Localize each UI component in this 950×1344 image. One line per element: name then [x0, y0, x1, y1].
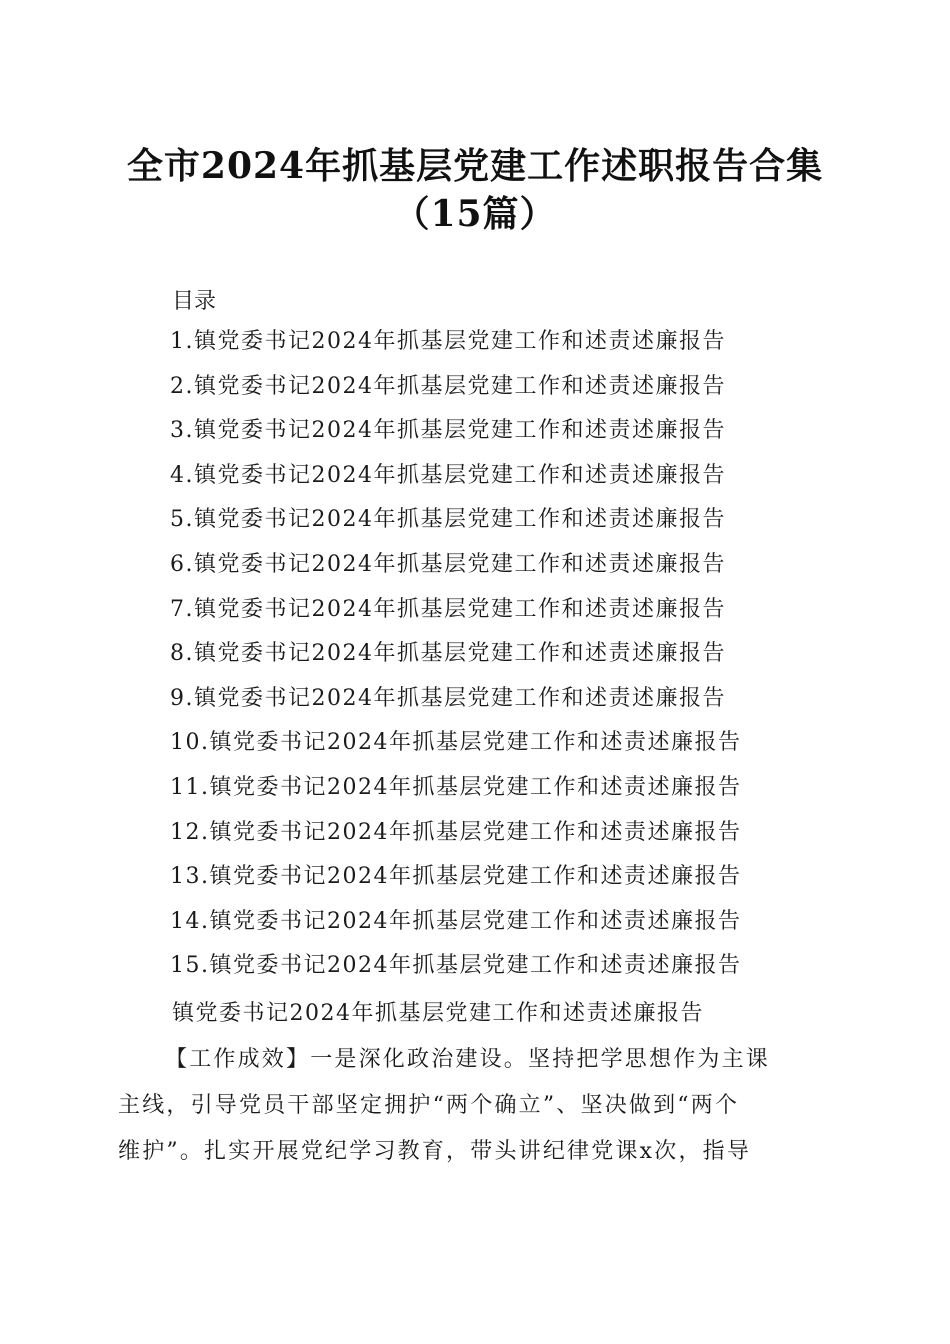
- toc-item-3[interactable]: 3.镇党委书记2024年抓基层党建工作和述责述廉报告: [170, 418, 726, 444]
- toc-item-2[interactable]: 2.镇党委书记2024年抓基层党建工作和述责述廉报告: [170, 373, 726, 399]
- document-title-line-1: 全市2024年抓基层党建工作述职报告合集: [126, 145, 824, 187]
- toc-item-14[interactable]: 14.镇党委书记2024年抓基层党建工作和述责述廉报告: [170, 908, 742, 934]
- toc-item-12[interactable]: 12.镇党委书记2024年抓基层党建工作和述责述廉报告: [170, 819, 742, 845]
- toc-item-15[interactable]: 15.镇党委书记2024年抓基层党建工作和述责述廉报告: [170, 953, 742, 979]
- document-title-line-2: （15篇）: [393, 193, 557, 235]
- body-text-line: 维护”。扎实开展党纪学习教育，带头讲纪律党课x次，指导: [118, 1139, 752, 1164]
- body-text-line: 【工作成效】一是深化政治建设。坚持把学思想作为主课: [165, 1047, 771, 1072]
- toc-item-4[interactable]: 4.镇党委书记2024年抓基层党建工作和述责述廉报告: [170, 462, 726, 488]
- toc-item-6[interactable]: 6.镇党委书记2024年抓基层党建工作和述责述廉报告: [170, 551, 726, 577]
- toc-item-10[interactable]: 10.镇党委书记2024年抓基层党建工作和述责述廉报告: [170, 730, 742, 756]
- toc-item-5[interactable]: 5.镇党委书记2024年抓基层党建工作和述责述廉报告: [170, 507, 726, 533]
- section-title: 镇党委书记2024年抓基层党建工作和述责述廉报告: [172, 1001, 704, 1026]
- toc-item-7[interactable]: 7.镇党委书记2024年抓基层党建工作和述责述廉报告: [170, 596, 726, 622]
- toc-item-9[interactable]: 9.镇党委书记2024年抓基层党建工作和述责述廉报告: [170, 685, 726, 711]
- body-text-line: 主线，引导党员干部坚定拥护“两个确立”、坚决做到“两个: [118, 1093, 740, 1118]
- toc-item-11[interactable]: 11.镇党委书记2024年抓基层党建工作和述责述廉报告: [170, 774, 742, 800]
- toc-item-13[interactable]: 13.镇党委书记2024年抓基层党建工作和述责述廉报告: [170, 864, 742, 890]
- toc-item-8[interactable]: 8.镇党委书记2024年抓基层党建工作和述责述廉报告: [170, 641, 726, 667]
- toc-item-1[interactable]: 1.镇党委书记2024年抓基层党建工作和述责述廉报告: [170, 329, 726, 354]
- toc-heading: 目录: [172, 289, 217, 314]
- table-of-contents: [170, 326, 741, 995]
